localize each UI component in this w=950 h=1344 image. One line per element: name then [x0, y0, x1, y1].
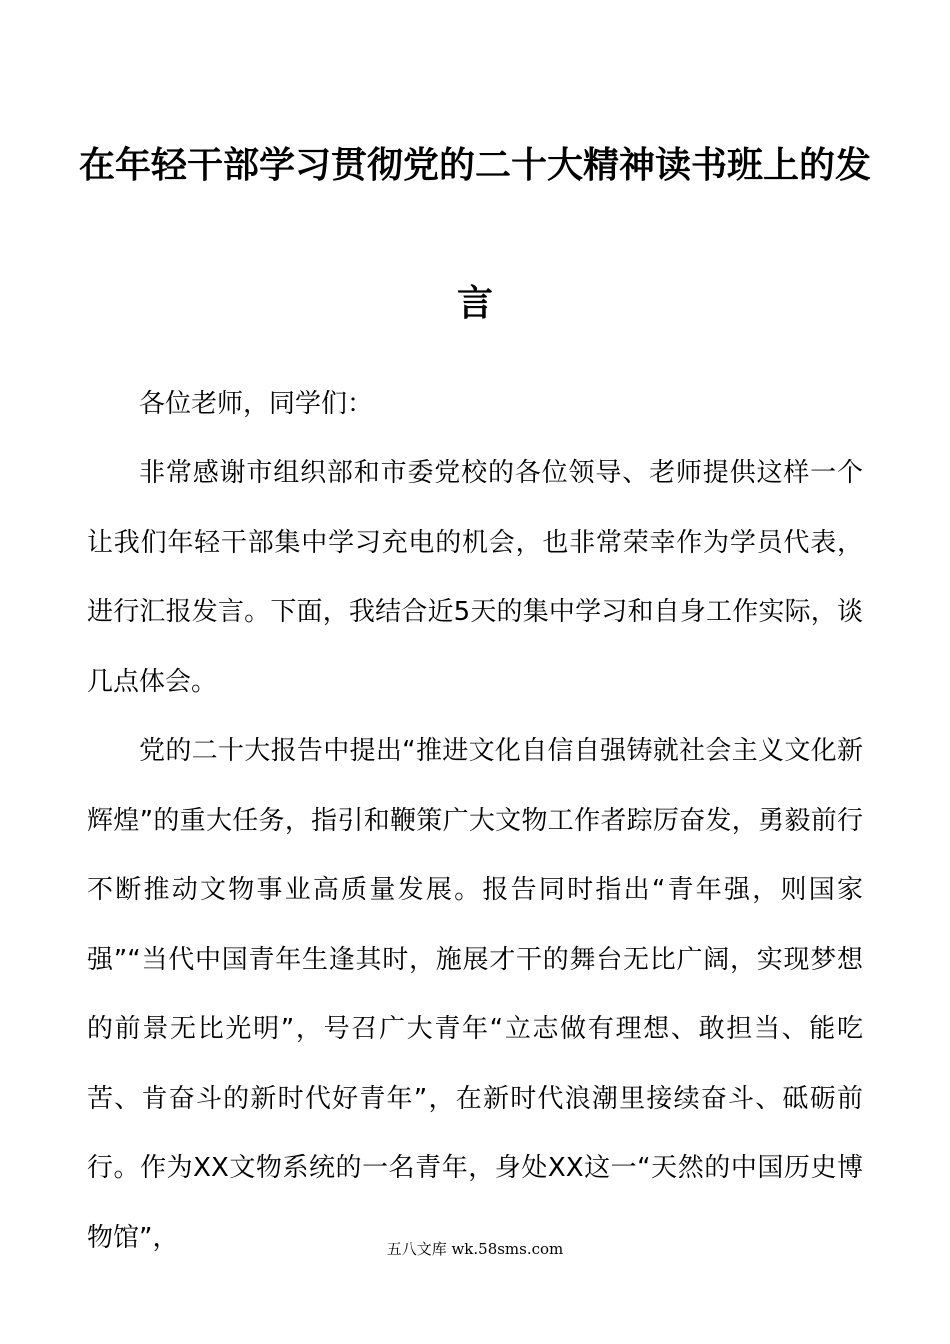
document-title-line-2: 言 — [456, 283, 493, 324]
document-title-line-1: 在年轻干部学习贯彻党的二十大精神读书班上的发 — [78, 145, 871, 186]
salutation: 各位老师，同学们： — [139, 389, 374, 419]
paragraph-2: 党的二十大报告中提出“推进文化自信自强铸就社会主义文化新辉煌”的重大任务，指引和鞭策广大文物工作者踪厉奋发，勇毅前行不断推动文物事业高质量发展。报告同时指出“青年强，则国家强”“当代中国青年生逢其时，施展才干的舞台无比广阔，实现梦想的前景无比光明”，号召广大青年“立志做有理想、敢担当、能吃苦、肯奋斗的新时代好青年”，在新时代浪潮里接续奋斗、砥砺前行。作为XX文物系统的一名青年，身处XX这一“天然的中国历史博物馆”， — [87, 736, 863, 1253]
paragraph-1: 非常感谢市组织部和市委党校的各位领导、老师提供这样一个让我们年轻干部集中学习充电的机会，也非常荣幸作为学员代表，进行汇报发言。下面，我结合近5天的集中学习和自身工作实际，谈几点体会。 — [87, 458, 863, 697]
footer-watermark: 五八文库 wk.58sms.com — [386, 1240, 564, 1258]
